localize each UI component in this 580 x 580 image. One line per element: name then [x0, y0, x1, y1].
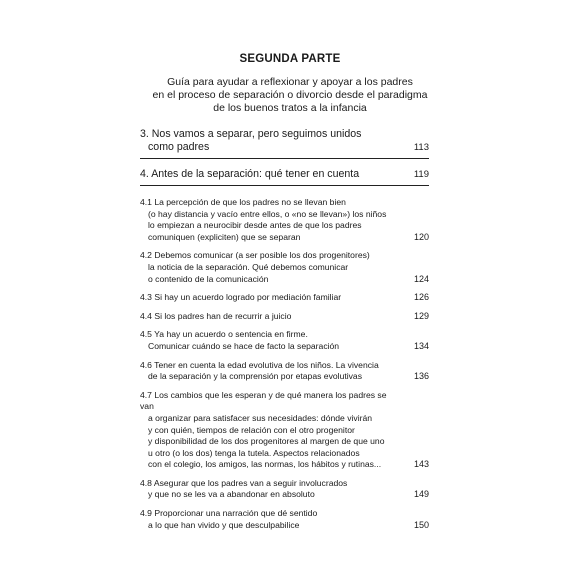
- subtitle-line: en el proceso de separación o divorcio desde el paradigma: [152, 89, 428, 101]
- toc-chapter-4: [140, 168, 429, 186]
- toc-chapter-3: [140, 128, 429, 159]
- toc-section-line: 4.7 Los cambios que les esperan y de qué manera los padres se van: [140, 389, 387, 412]
- toc-section-4-8: [140, 478, 429, 501]
- toc-page-number: 126: [413, 292, 429, 303]
- toc-section-line: (o hay distancia y vacío entre ellos, o «no se llevan») los niños: [148, 208, 387, 219]
- toc-section-4-4: [140, 311, 429, 323]
- toc-section-line: y con quién, tiempos de relación con el otro progenitor: [148, 424, 355, 435]
- part-title: SEGUNDA PARTE: [239, 53, 341, 65]
- toc-section-line: comuniquen (expliciten) que se separan: [148, 231, 301, 242]
- toc-section-line: 4.2 Debemos comunicar (a ser posible los dos progenitores): [140, 250, 370, 261]
- toc-page-number: 119: [413, 169, 429, 180]
- toc-page-number: 129: [413, 310, 429, 321]
- toc-page-number: 113: [413, 142, 429, 153]
- toc-section-line: 4.3 Si hay un acuerdo logrado por mediación familiar: [140, 292, 342, 303]
- toc-section-line: o contenido de la comunicación: [148, 273, 269, 284]
- toc-section-line: u otro (o los dos) tenga la tutela. Aspectos relacionados: [148, 447, 360, 458]
- toc-section-line: 4.8 Asegurar que los padres van a seguir involucrados: [140, 477, 348, 488]
- subtitle-line: de los buenos tratos a la infancia: [213, 102, 367, 114]
- toc-section-4-7: [140, 390, 429, 471]
- toc-chapter-line: 4. Antes de la separación: qué tener en cuenta: [140, 168, 360, 180]
- toc-section-4-2: [140, 250, 429, 285]
- toc-section-line: 4.1 La percepción de que los padres no se llevan bien: [140, 197, 346, 207]
- part-subtitle: [130, 76, 450, 115]
- toc-section-4-1: [140, 197, 429, 243]
- toc-section-line: 4.6 Tener en cuenta la edad evolutiva de los niños. La vivencia: [140, 359, 379, 370]
- toc-section-4-9: [140, 508, 429, 531]
- toc-page-number: 134: [413, 340, 429, 351]
- toc-page-number: 124: [413, 273, 429, 284]
- toc-page-number: 143: [413, 459, 429, 470]
- toc-page-number: 120: [413, 231, 429, 242]
- toc-section-line: 4.9 Proporcionar una narración que dé sentido: [140, 508, 318, 519]
- toc-section-4-3: [140, 292, 429, 304]
- toc-section-line: 4.5 Ya hay un acuerdo o sentencia en firme.: [140, 329, 308, 340]
- toc-section-line: con el colegio, los amigos, las normas, los hábitos y rutinas...: [148, 459, 382, 470]
- toc-page-number: 136: [413, 371, 429, 382]
- toc-section-line: la noticia de la separación. Qué debemos comunicar: [148, 261, 349, 272]
- subtitle-line: Guía para ayudar a reflexionar y apoyar a los padres: [167, 76, 413, 88]
- toc-page-number: 150: [413, 519, 429, 530]
- toc-section-line: Comunicar cuándo se hace de facto la separación: [148, 340, 340, 351]
- toc-section-line: 4.4 Si los padres han de recurrir a juicio: [140, 310, 292, 321]
- table-of-contents: [140, 128, 429, 531]
- toc-section-line: lo empiezan a neurocibir desde antes de que los padres: [148, 220, 362, 231]
- toc-section-4-6: [140, 360, 429, 383]
- toc-section-line: de la separación y la comprensión por etapas evolutivas: [148, 371, 363, 382]
- toc-section-4-5: [140, 329, 429, 352]
- toc-section-line: a organizar para satisfacer sus necesidades: dónde vivirán: [148, 412, 373, 423]
- toc-chapter-line: 3. Nos vamos a separar, pero seguimos unidos: [140, 128, 362, 140]
- toc-page-number: 149: [413, 489, 429, 500]
- toc-section-line: a lo que han vivido y que desculpabilice: [148, 519, 300, 530]
- toc-section-line: y disponibilidad de los dos progenitores al margen de que uno: [148, 436, 385, 447]
- toc-section-line: y que no se les va a abandonar en absoluto: [148, 489, 315, 500]
- toc-chapter-line: como padres: [148, 141, 210, 153]
